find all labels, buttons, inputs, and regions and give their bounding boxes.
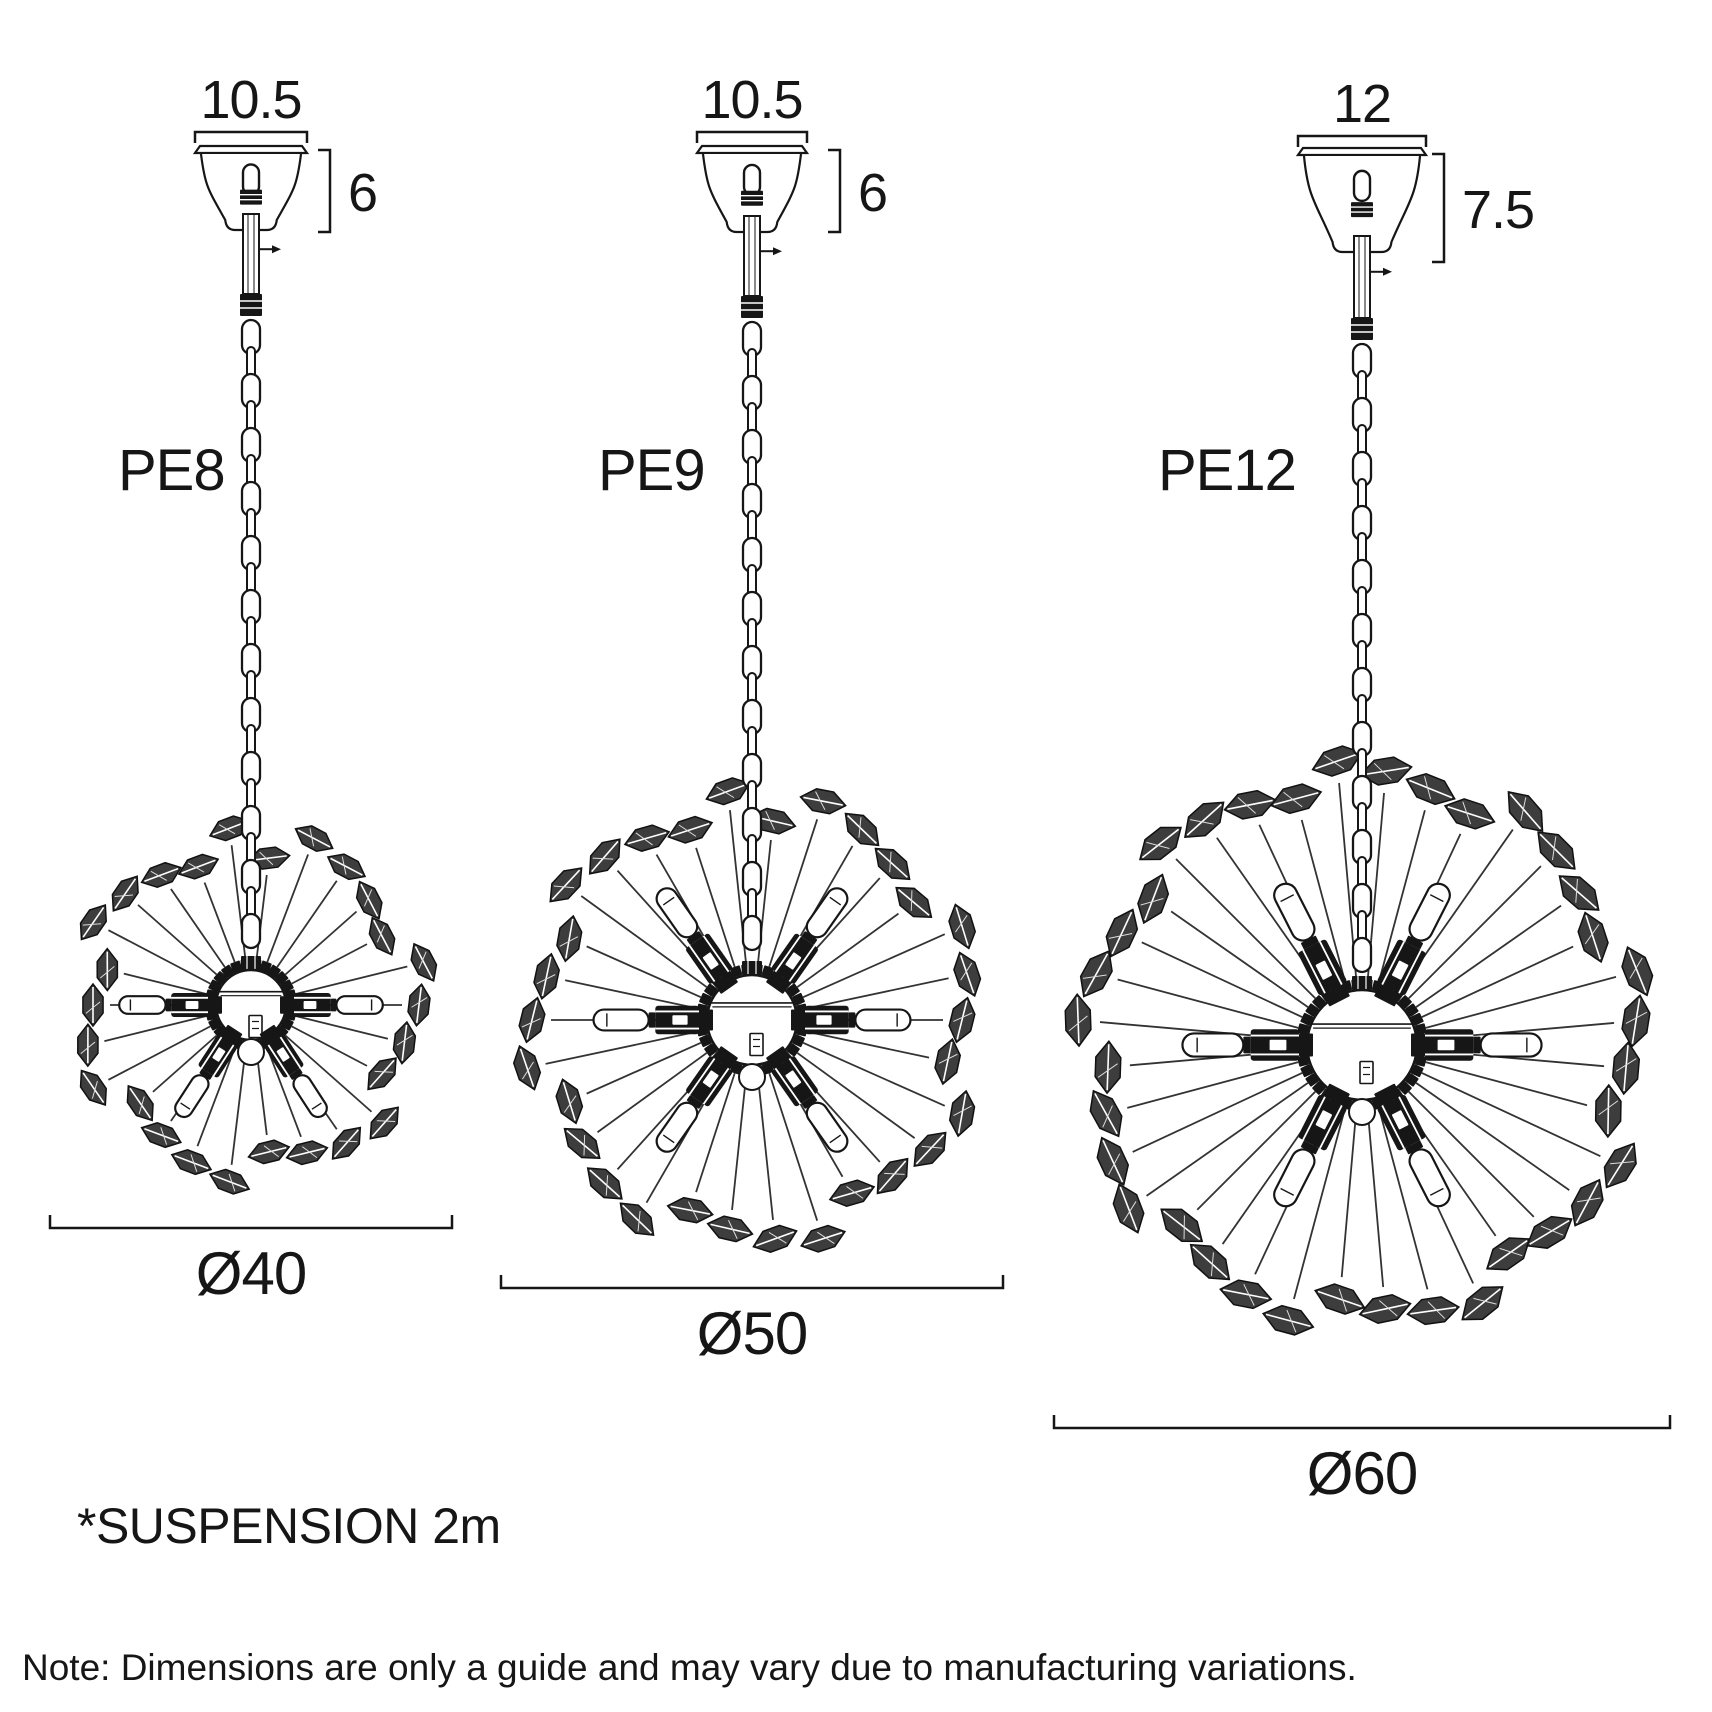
spoke-wire [108,930,210,983]
canopy-plate [1298,148,1426,155]
bulb-capsule [119,996,165,1014]
crystal [580,1160,629,1207]
threaded-rod [243,214,259,294]
crystal [552,1076,587,1126]
crystal [206,1165,252,1199]
spoke-wire [124,974,207,994]
disclaimer-note: Note: Dimensions are only a guide and may vary due to manufacturing variations. [22,1647,1357,1688]
bulb-capsule [1270,1145,1318,1210]
spoke-wire [587,1043,701,1094]
spoke-wire [1368,1111,1383,1287]
crystal [531,952,562,1002]
hanger-loop [1354,171,1370,201]
crystal [325,1121,368,1166]
crystal [906,1125,954,1174]
crystal [622,821,672,855]
chain-link [242,914,260,948]
crystal [105,871,145,917]
socket-neck [1473,1037,1480,1054]
bulb-assembly [791,1006,910,1035]
bulb-assembly [257,1023,333,1122]
crystal [705,1213,755,1245]
downlight-bulb [1349,1099,1375,1125]
threaded-rod [744,216,760,296]
spoke-wire [758,1076,773,1220]
crystal [932,1037,963,1087]
bulb-assembly [594,1006,713,1035]
spoke [1392,859,1611,1036]
canopy-height-bracket [318,150,330,232]
bulb-capsule [290,1072,330,1121]
crystal [516,995,549,1045]
diameter-label: Ø60 [1306,1440,1418,1507]
crystal [120,1080,160,1126]
spoke [1097,1054,1332,1242]
canopy-width-label: 10.5 [200,70,302,130]
canopy-width-bracket [697,132,807,143]
crystal [1551,867,1607,920]
crystal [1616,942,1659,1000]
bulb-assembly [169,1023,245,1122]
crystal [1177,793,1232,846]
chain [241,320,261,970]
downlight-bulb [739,1064,765,1090]
coupler [240,294,262,316]
crystal [1154,1199,1210,1251]
crystal [1596,1137,1645,1194]
crystal [1222,788,1278,822]
crystal [665,812,716,847]
crystal [1108,1180,1150,1237]
chain-link [743,916,761,950]
crystal [1095,1041,1122,1094]
crystal [1132,870,1174,927]
bulb-capsule [1406,1145,1454,1210]
spoke-wire [807,1032,929,1058]
bulb-clamp [1299,1033,1313,1056]
spoke-wire [292,944,367,984]
chain [742,322,762,975]
chain-mount [1352,976,1372,990]
diameter-bracket [501,1275,1003,1288]
spoke-wire [587,946,701,997]
crystal [750,1221,801,1257]
bulb-capsule [594,1010,649,1031]
spoke-wire [1118,980,1299,1028]
spoke-wire [285,911,356,974]
crystal [1065,994,1092,1047]
spoke-wire [277,881,337,967]
crystal [97,949,117,991]
hanger-loop [744,165,760,195]
crystal [363,913,400,960]
fixtures-layer [50,70,1670,1507]
spoke-wire [1422,947,1573,1018]
downlight-bulb [238,1039,264,1065]
fixture-code-label: PE12 [1158,438,1296,503]
canopy-height-bracket [1432,154,1444,262]
chain-link [1353,938,1371,972]
bulb-capsule [855,1010,910,1031]
crystal [947,1089,977,1138]
crystal [1521,1208,1578,1256]
diameter-bracket [50,1215,452,1228]
spoke-wire [292,1026,367,1066]
canopy-plate [195,146,307,153]
crystal [73,1065,113,1111]
bulb-capsule [653,1099,702,1156]
bulb-clamp [791,1010,805,1031]
bulb-assembly [1370,878,1457,1009]
canopy-width-label: 12 [1332,74,1392,134]
crystal [554,914,584,963]
crystal [509,1042,545,1093]
downlight-socket [750,1034,763,1056]
crystal [78,1024,98,1066]
chain-mount [241,956,261,970]
crystal [1573,909,1613,966]
crystal [323,848,370,885]
bulb-clamp [1411,1033,1425,1056]
fixture-pe12 [1054,74,1670,1507]
bulb-capsule [653,884,702,941]
bulb-capsule [1406,880,1454,945]
crystal [1260,1302,1317,1340]
spoke-wire [232,1051,246,1165]
crystal [827,1176,877,1210]
spoke-wire [732,1076,746,1210]
spoke [101,869,238,998]
crystal [666,1195,715,1225]
crystal [945,901,980,951]
crystal [889,879,938,925]
canopy-height-label: 7.5 [1462,180,1535,240]
diameter-bracket [1054,1415,1670,1428]
canopy-height-bracket [828,150,840,232]
crystal [168,1145,214,1179]
crystal [1564,1174,1610,1232]
bulb-assembly [1411,1029,1542,1061]
bulb-capsule [336,996,382,1014]
fixture-code-label: PE9 [598,438,705,503]
crystal [949,949,985,1000]
spoke-wire [171,889,225,967]
crystal [557,1120,606,1166]
bulb-assembly [280,993,383,1017]
spoke-wire [1426,1062,1587,1105]
chain [1352,344,1372,990]
canopy-plate [697,146,807,153]
crystal [798,786,847,816]
crystal [1595,1085,1621,1137]
bulb-assembly [1370,1082,1457,1213]
diameter-label: Ø50 [696,1300,808,1367]
knurled-nut [240,190,262,205]
crystal [83,984,103,1026]
set-screw-arrow [272,245,281,253]
canopy-width-label: 10.5 [701,70,803,130]
crystal [361,1051,404,1096]
downlight-socket [1360,1062,1373,1084]
set-screw-arrow [773,247,782,255]
crystal [613,1195,661,1243]
crystal [1182,1235,1237,1288]
crystal [138,1118,184,1152]
crystal [1083,1085,1130,1143]
spoke-wire [565,980,697,1008]
spoke-wire [1342,1111,1357,1277]
bulb-assembly [119,993,222,1017]
bulb-capsule [1481,1033,1542,1056]
fixture-pe8 [50,70,452,1307]
knurled-nut [1351,202,1373,217]
knurled-nut [741,191,763,206]
crystal [405,939,442,986]
spoke [233,841,294,972]
crystal [1611,1041,1640,1095]
fixture-pe9 [501,70,1003,1367]
spoke-wire [1142,942,1302,1017]
crystal [1480,1229,1537,1279]
spoke-wire [1127,1062,1298,1108]
spoke-wire [138,905,217,975]
spoke-wire [205,883,235,962]
crystal [351,877,388,924]
crystal [1454,1277,1510,1329]
bulb-assembly [1266,1082,1353,1213]
spoke-wire [546,1032,698,1064]
bulb-assembly [1266,878,1353,1009]
bulb-capsule [1270,880,1318,945]
spoke-wire [807,978,949,1008]
fixture-code-label: PE8 [118,438,225,503]
crystal [1268,780,1325,818]
crystal [291,820,338,857]
spoke-wire [803,1043,945,1106]
bulb-assembly [1182,1029,1313,1061]
spoke-wire [296,966,408,994]
bulb-capsule [172,1072,212,1121]
bulb-clamp [280,996,294,1014]
spoke-wire [108,1026,210,1079]
canopy-width-bracket [195,132,307,143]
crystal [1499,784,1552,840]
suspension-note: *SUSPENSION 2m [77,1498,501,1554]
crystal [73,899,113,945]
spoke-wire [267,854,308,962]
bulb-clamp [208,996,222,1014]
crystal [868,840,917,887]
crystal [1620,993,1653,1048]
canopy-height-label: 6 [348,163,378,223]
crystal [1132,818,1188,870]
chain-mount [742,961,762,975]
crystal [1357,1291,1413,1326]
crystal [138,858,184,892]
crystal [798,1221,849,1256]
crystal [946,995,979,1045]
crystal [246,1137,292,1167]
crystal [363,1101,406,1146]
crystal [1406,1295,1461,1327]
coupler [1351,318,1373,340]
bulb-capsule [803,884,852,941]
spoke [1392,1055,1615,1234]
set-screw-arrow [1383,268,1392,276]
bulb-capsule [803,1099,852,1156]
crystal [406,983,431,1027]
diameter-label: Ø40 [195,1240,307,1307]
crystal [542,860,590,909]
spoke-wire [1133,1073,1302,1152]
threaded-rod [1354,236,1370,318]
coupler [741,296,763,318]
spoke-wire [803,934,945,997]
canopy-height-label: 6 [858,163,888,223]
crystal [1218,1277,1274,1311]
socket-neck [1243,1037,1250,1054]
bulb-clamp [699,1010,713,1031]
crystal [284,1138,330,1168]
spoke [1122,865,1332,1036]
crystal [838,806,886,854]
crystal [175,850,221,884]
crystal [1090,1132,1135,1190]
canopy-width-bracket [1298,136,1426,147]
bulb-capsule [1182,1033,1243,1056]
